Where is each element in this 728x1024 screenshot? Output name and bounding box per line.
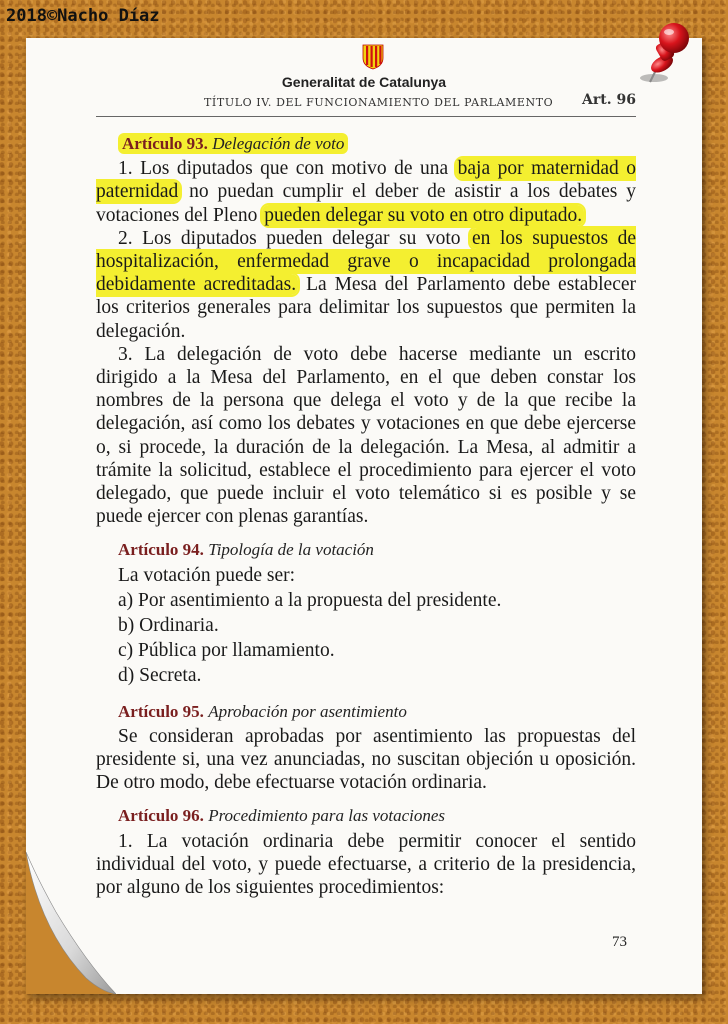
article-number: Artículo 93. [122,134,208,153]
article-number: Artículo 94. [118,540,204,560]
article-title: Procedimiento para las votaciones [208,806,446,826]
article-93-paragraph-1: 1. Los diputados que con motivo de una baja por maternidad o paternidad no puedan cumplir el deber de asistir a los debates y votaciones del Pleno pueden delegar su voto en otro diputado. [96,158,637,226]
article-reference: Art. 96 [582,92,636,108]
push-pin-icon [636,20,696,90]
vote-types-list [96,564,636,688]
list-item: c) Pública por llamamiento. [118,640,335,662]
article-title: Tipología de la votación [208,540,374,560]
page-curl-corner [26,852,116,994]
highlight: baja por maternidad o paternidad [96,158,637,203]
running-title: TÍTULO IV. DEL FUNCIONAMIENTO DEL PARLAMENTO [204,96,554,109]
article-title: Delegación de voto [212,134,345,153]
page-content [96,132,636,899]
article-title: Aprobación por asentimiento [208,701,407,721]
list-item: d) Secreta. [118,665,202,687]
list-item: a) Por asentimiento a la propuesta del presidente. [118,589,502,611]
article-93-paragraph-2: 2. Los diputados pueden delegar su voto en los supuestos de hospitalización, enfermedad grave o incapacidad prolongada debidamente acreditadas. La Mesa del Parlamento debe establecer los criterios generales para delimitar los supuestos que permiten la delegación. [96,227,636,342]
article-93-paragraph-3: 3. La delegación de voto debe hacerse mediante un escrito dirigido a la Mesa del Parlamento, en el que deben constar los nombres de la persona que delega el voto y de la que recibe la delegación, así como los debates y votaciones en que debe ejercerse o, si procede, la duración de la delegación. La Mesa, al admitir a trámite la solicitud, establece el procedimiento para ejercer el voto delegado, que puede incluir el voto telemático si es posible y se puede ejercer con plenas garantías. [96,343,636,528]
article-93-heading [96,132,636,155]
article-number: Artículo 95. [118,701,204,721]
list-item: b) Ordinaria. [118,615,219,637]
article-96-paragraph-1: 1. La votación ordinaria debe permitir conocer el sentido individual del voto, y puede efectuarse, a criterio de la presidencia, por alguno de los siguientes procedimientos: [96,830,636,899]
document-page [26,38,702,994]
page-number: 73 [612,934,627,950]
watermark: 2018©Nacho Díaz [6,6,160,26]
article-number: Artículo 96. [118,806,204,826]
header-rule [96,116,636,117]
organization-name: Generalitat de Catalunya [281,74,447,90]
article-95-paragraph-1: Se consideran aprobadas por asentimiento las propuestas del presidente si, una vez anunciadas, no suscitan objeción u oposición. De otro modo, debe efectuarse votación ordinaria. [96,725,636,794]
article-95-heading [96,700,636,723]
article-94-heading [96,538,636,561]
article-96-heading [96,804,636,827]
catalonia-emblem-icon [362,44,384,70]
highlight: en los supuestos de hospitalización, enfermedad grave o incapacidad prolongada debidamente acreditadas. [96,227,636,296]
list-intro: La votación puede ser: [118,564,296,586]
highlight: pueden delegar su voto en otro diputado. [264,204,583,226]
